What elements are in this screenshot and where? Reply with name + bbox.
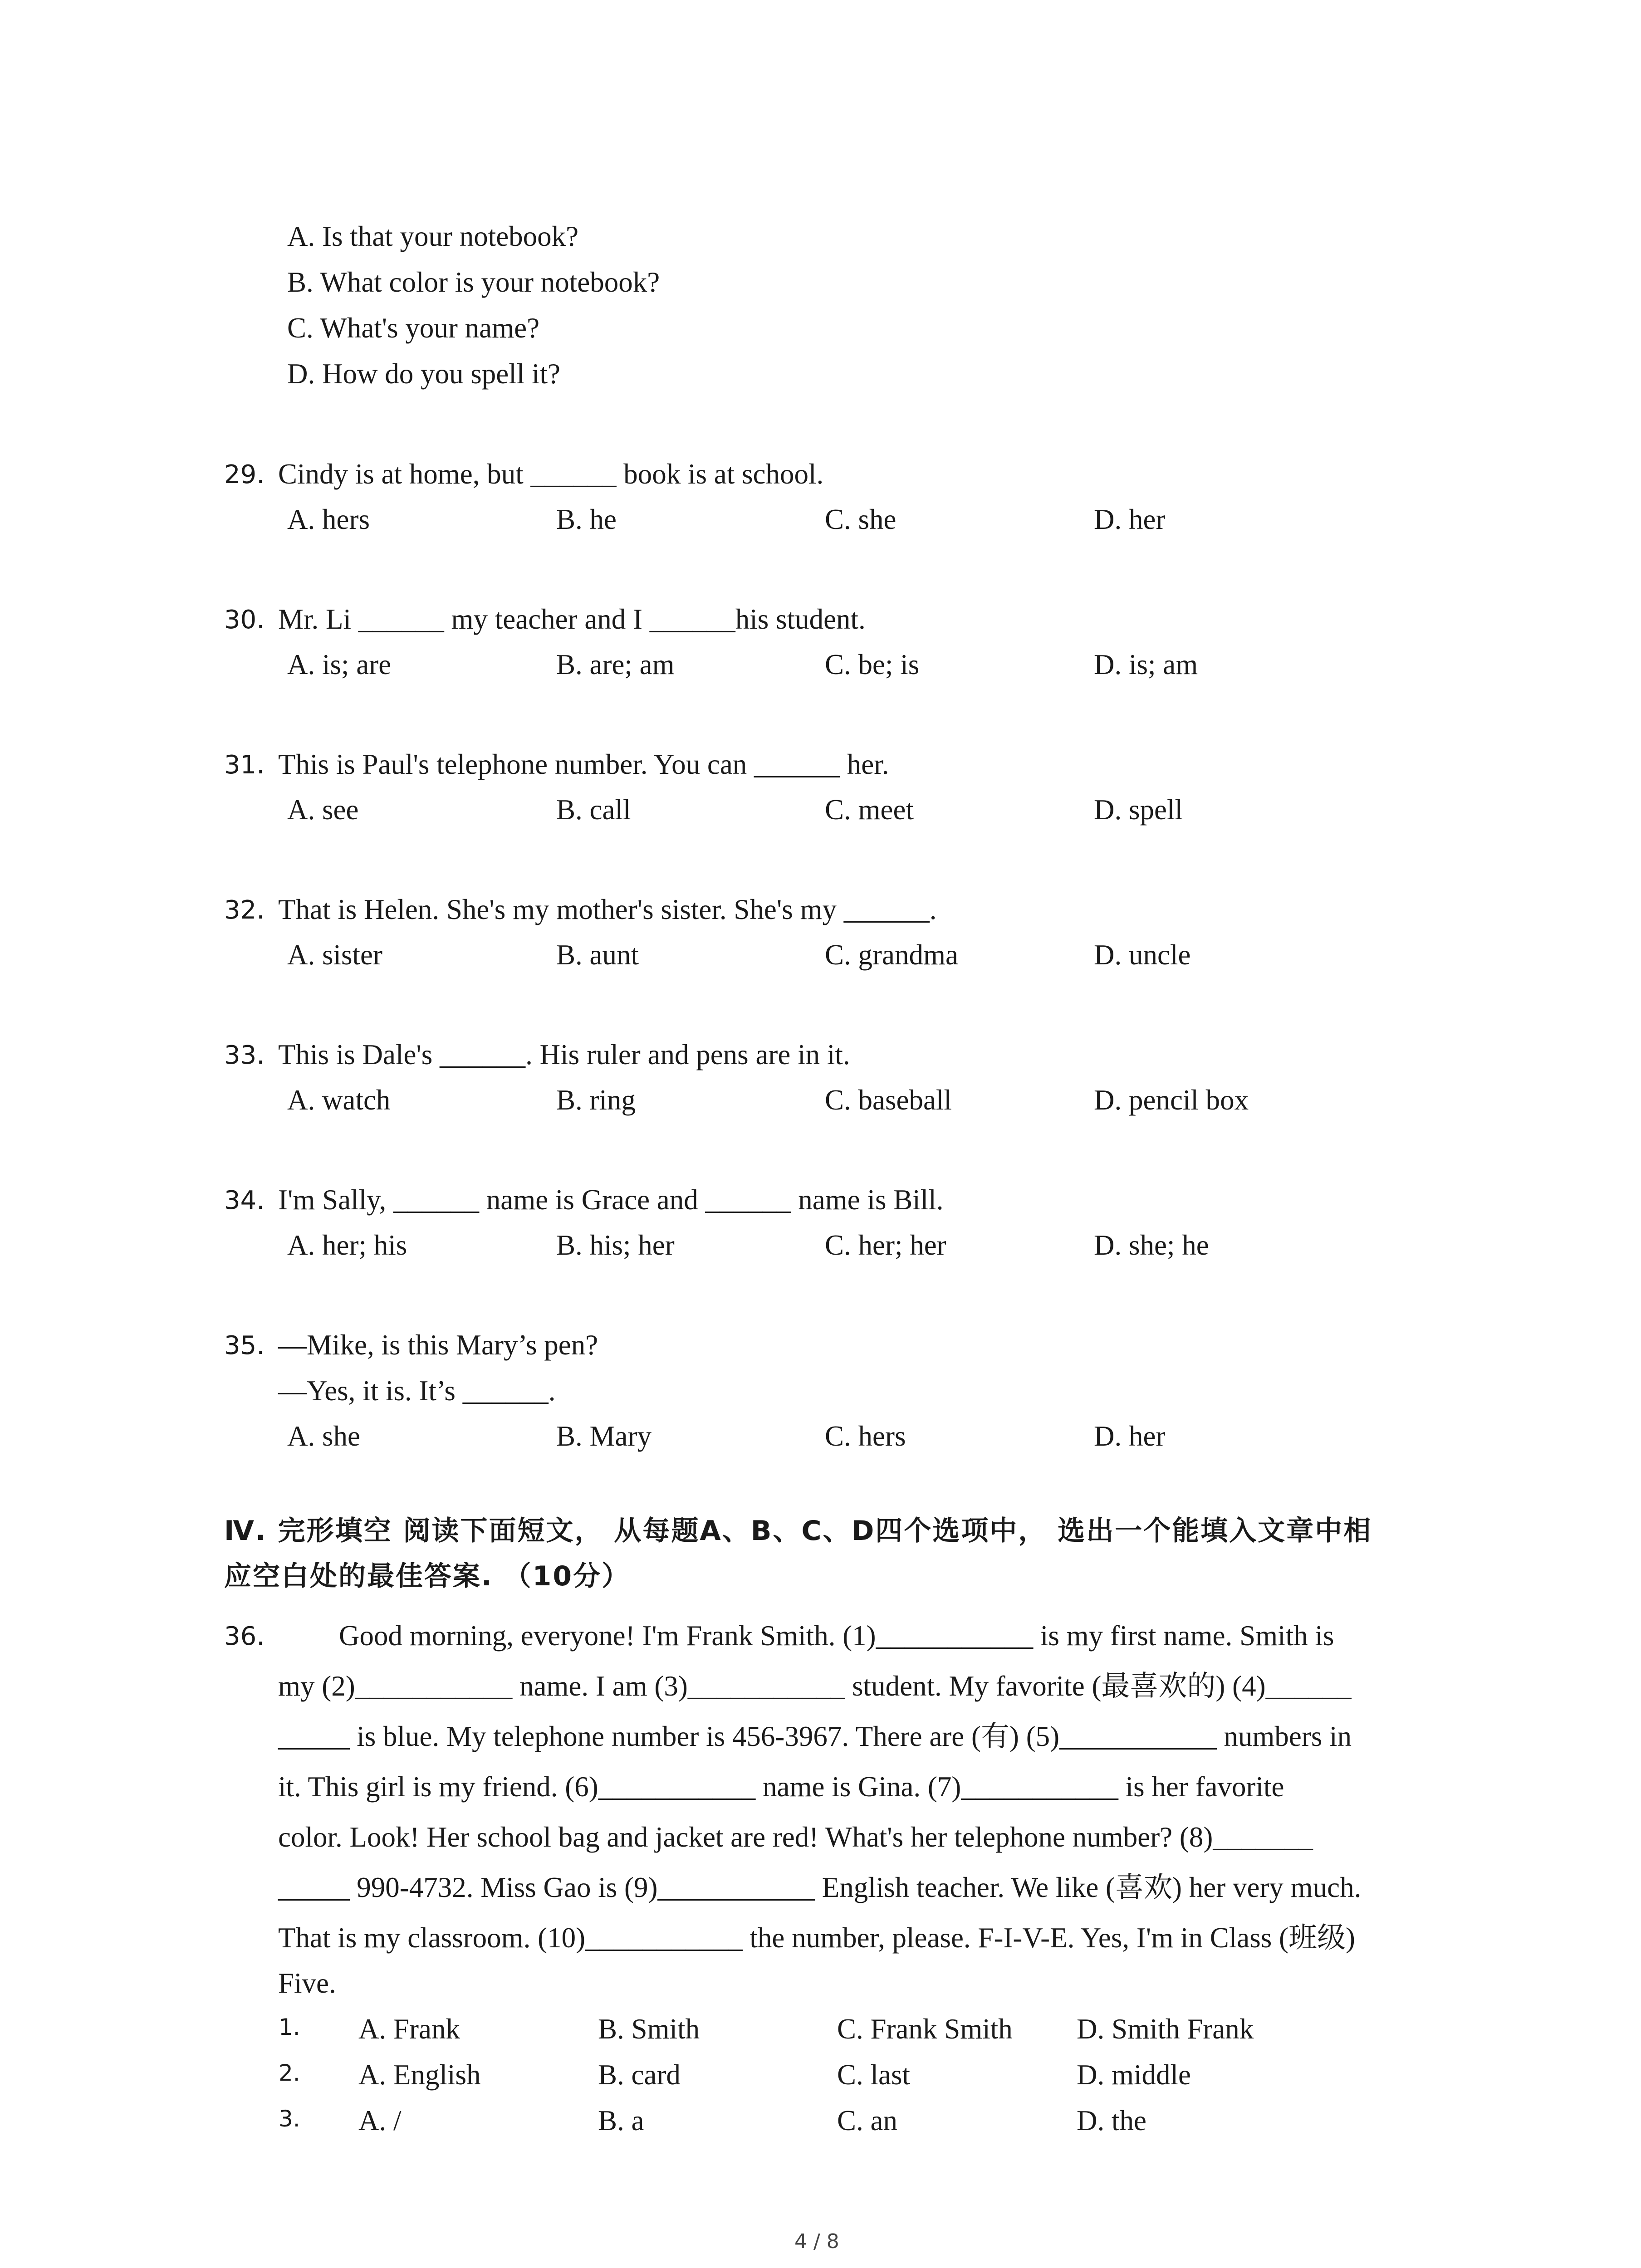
passage-line: _____ is blue. My telephone number is 456-3967. There are (有) (5)___________ numbers in	[278, 1721, 1352, 1752]
option-d: D. Smith Frank	[1077, 2013, 1254, 2045]
question-stem-line-2: —Yes, it is. It’s ______.	[278, 1375, 556, 1407]
passage-line: color. Look! Her school bag and jacket are red! What's her telephone number? (8)_______	[278, 1821, 1313, 1853]
section-heading-line-2: 应空白处的最佳答案. （10分）	[224, 1560, 631, 1592]
question-stem: This is Paul's telephone number. You can ______ her.	[278, 748, 889, 780]
option-c: C. baseball	[825, 1084, 952, 1116]
option-d: D. pencil box	[1094, 1084, 1249, 1116]
option-a: A. she	[287, 1420, 360, 1452]
option-d: D. her	[1094, 503, 1166, 535]
option-d: D. spell	[1094, 794, 1183, 826]
option-d: D. she; he	[1094, 1229, 1209, 1261]
option-b: B. call	[556, 794, 631, 826]
question-stem: I'm Sally, ______ name is Grace and ______ name is Bill.	[278, 1184, 944, 1216]
option-b: B. a	[598, 2105, 644, 2136]
option-c: C. last	[837, 2059, 911, 2091]
option-c: C. an	[837, 2105, 897, 2136]
option-c: C. grandma	[825, 939, 958, 971]
section-heading: Ⅳ. 完形填空 阅读下面短文， 从每题A、B、C、D四个选项中， 选出一个能填入文章中相	[224, 1515, 1372, 1547]
option-b: B. What color is your notebook?	[287, 266, 660, 298]
question-number: 32.	[224, 895, 265, 925]
option-a: A. sister	[287, 939, 382, 971]
question-stem: This is Dale's ______. His ruler and pens are in it.	[278, 1039, 850, 1070]
question-number: 31.	[224, 750, 265, 780]
question-number: 33.	[224, 1041, 265, 1070]
option-a: A. /	[358, 2105, 402, 2136]
option-a: A. her; his	[287, 1229, 407, 1261]
passage-line: Five.	[278, 1967, 336, 1999]
passage-number: 36.	[224, 1622, 265, 1651]
option-b: B. aunt	[556, 939, 639, 971]
option-c: C. hers	[825, 1420, 906, 1452]
item-number: 2.	[279, 2060, 300, 2086]
option-c: C. Frank Smith	[837, 2013, 1013, 2045]
option-a: A. Frank	[358, 2013, 460, 2045]
passage-line: Good morning, everyone! I'm Frank Smith. (1)___________ is my first name. Smith is	[339, 1620, 1334, 1652]
question-stem: Mr. Li ______ my teacher and I ______his student.	[278, 603, 866, 635]
option-d: D. the	[1077, 2105, 1146, 2136]
passage-line: it. This girl is my friend. (6)___________ name is Gina. (7)___________ is her favorite	[278, 1771, 1284, 1803]
question-stem: Cindy is at home, but ______ book is at school.	[278, 458, 824, 490]
option-b: B. ring	[556, 1084, 636, 1116]
option-c: C. she	[825, 503, 896, 535]
option-b: B. Smith	[598, 2013, 700, 2045]
option-b: B. he	[556, 503, 617, 535]
item-number: 3.	[279, 2106, 300, 2132]
question-number: 30.	[224, 605, 265, 635]
option-d: D. How do you spell it?	[287, 358, 560, 390]
option-b: B. card	[598, 2059, 681, 2091]
option-c: C. be; is	[825, 649, 920, 680]
option-b: B. his; her	[556, 1229, 675, 1261]
option-b: B. are; am	[556, 649, 675, 680]
option-a: A. English	[358, 2059, 481, 2091]
option-d: D. is; am	[1094, 649, 1198, 680]
option-c: C. her; her	[825, 1229, 946, 1261]
option-c: C. meet	[825, 794, 914, 826]
option-a: A. is; are	[287, 649, 392, 680]
option-d: D. middle	[1077, 2059, 1191, 2091]
option-b: B. Mary	[556, 1420, 652, 1452]
page-indicator: 4 / 8	[794, 2230, 839, 2253]
question-number: 35.	[224, 1331, 265, 1360]
passage-line: _____ 990-4732. Miss Gao is (9)___________ English teacher. We like (喜欢) her very much.	[278, 1872, 1362, 1903]
option-a: A. Is that your notebook?	[287, 220, 579, 252]
question-stem: That is Helen. She's my mother's sister. She's my ______.	[278, 894, 937, 925]
option-a: A. watch	[287, 1084, 391, 1116]
option-a: A. see	[287, 794, 359, 826]
option-c: C. What's your name?	[287, 312, 540, 344]
option-d: D. her	[1094, 1420, 1166, 1452]
item-number: 1.	[279, 2014, 300, 2040]
passage-line: That is my classroom. (10)___________ the number, please. F-I-V-E. Yes, I'm in Class (班级)	[278, 1922, 1355, 1954]
question-number: 34.	[224, 1186, 265, 1215]
option-d: D. uncle	[1094, 939, 1191, 971]
option-a: A. hers	[287, 503, 370, 535]
question-number: 29.	[224, 460, 265, 489]
question-stem: —Mike, is this Mary’s pen?	[278, 1329, 598, 1361]
passage-line: my (2)___________ name. I am (3)___________ student. My favorite (最喜欢的) (4)______	[278, 1670, 1352, 1702]
